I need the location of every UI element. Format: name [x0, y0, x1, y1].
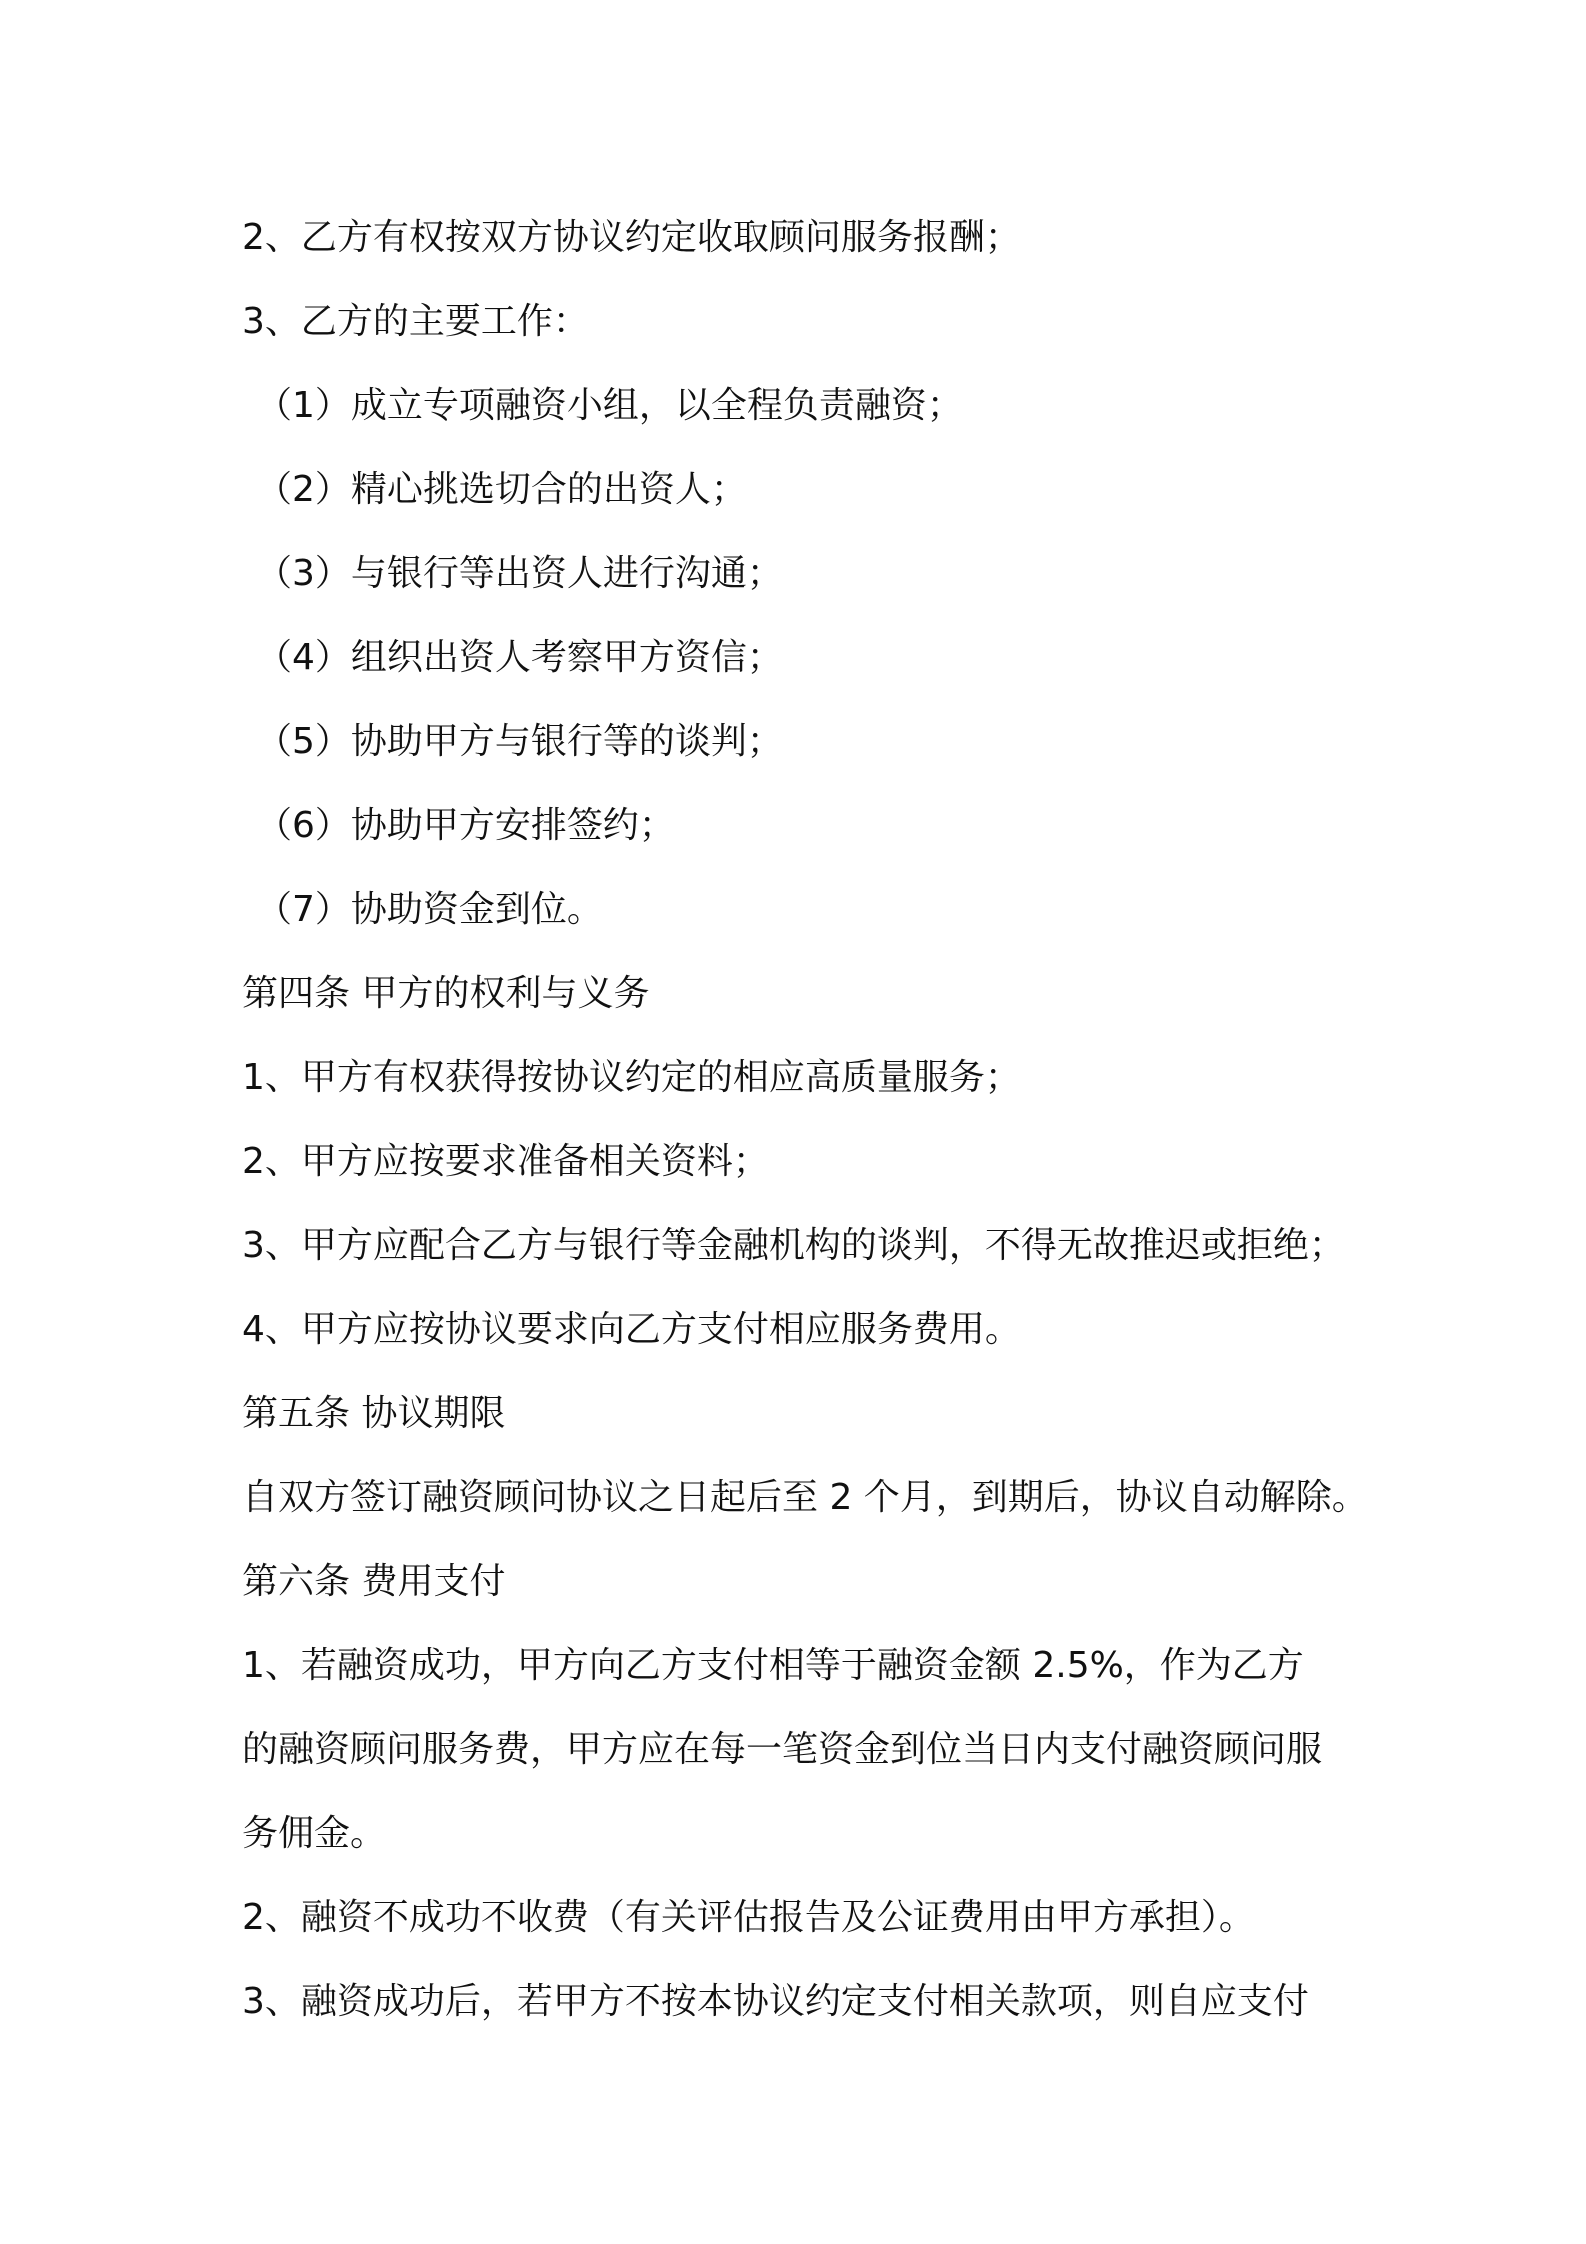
party-a-clause-4: 4、甲方应按协议要求向乙方支付相应服务费用。: [242, 1309, 1021, 1350]
fee-clause-2: 2、融资不成功不收费（有关评估报告及公证费用由甲方承担）。: [242, 1897, 1255, 1938]
agreement-term-text: 自双方签订融资顾问协议之日起后至 2 个月，到期后，协议自动解除。: [242, 1477, 1368, 1518]
work-item-2: （2）精心挑选切合的出资人；: [256, 469, 747, 510]
party-a-clause-3: 3、甲方应配合乙方与银行等金融机构的谈判，不得无故推迟或拒绝；: [242, 1225, 1345, 1266]
work-item-7: （7）协助资金到位。: [256, 889, 603, 930]
fee-clause-1-line-2: 的融资顾问服务费，甲方应在每一笔资金到位当日内支付融资顾问服: [242, 1729, 1323, 1770]
work-item-1: （1）成立专项融资小组，以全程负责融资；: [256, 385, 963, 426]
fee-clause-1-line-3: 务佣金。: [242, 1813, 387, 1854]
party-a-clause-1: 1、甲方有权获得按协议约定的相应高质量服务；: [242, 1057, 1021, 1098]
article-5-heading: 第五条 协议期限: [242, 1393, 506, 1434]
work-item-3: （3）与银行等出资人进行沟通；: [256, 553, 783, 594]
work-item-6: （6）协助甲方安排签约；: [256, 805, 675, 846]
fee-clause-1-line-1: 1、若融资成功，甲方向乙方支付相等于融资金额 2.5%，作为乙方: [242, 1645, 1304, 1686]
work-item-5: （5）协助甲方与银行等的谈判；: [256, 721, 783, 762]
party-b-right-fee: 2、乙方有权按双方协议约定收取顾问服务报酬；: [242, 217, 1021, 258]
work-item-4: （4）组织出资人考察甲方资信；: [256, 637, 783, 678]
article-6-heading: 第六条 费用支付: [242, 1561, 506, 1602]
party-a-clause-2: 2、甲方应按要求准备相关资料；: [242, 1141, 769, 1182]
document-body: [242, 196, 1372, 2044]
fee-clause-3: 3、融资成功后，若甲方不按本协议约定支付相关款项，则自应支付: [242, 1981, 1309, 2022]
party-b-main-work-heading: 3、乙方的主要工作：: [242, 301, 589, 342]
article-4-heading: 第四条 甲方的权利与义务: [242, 973, 650, 1014]
